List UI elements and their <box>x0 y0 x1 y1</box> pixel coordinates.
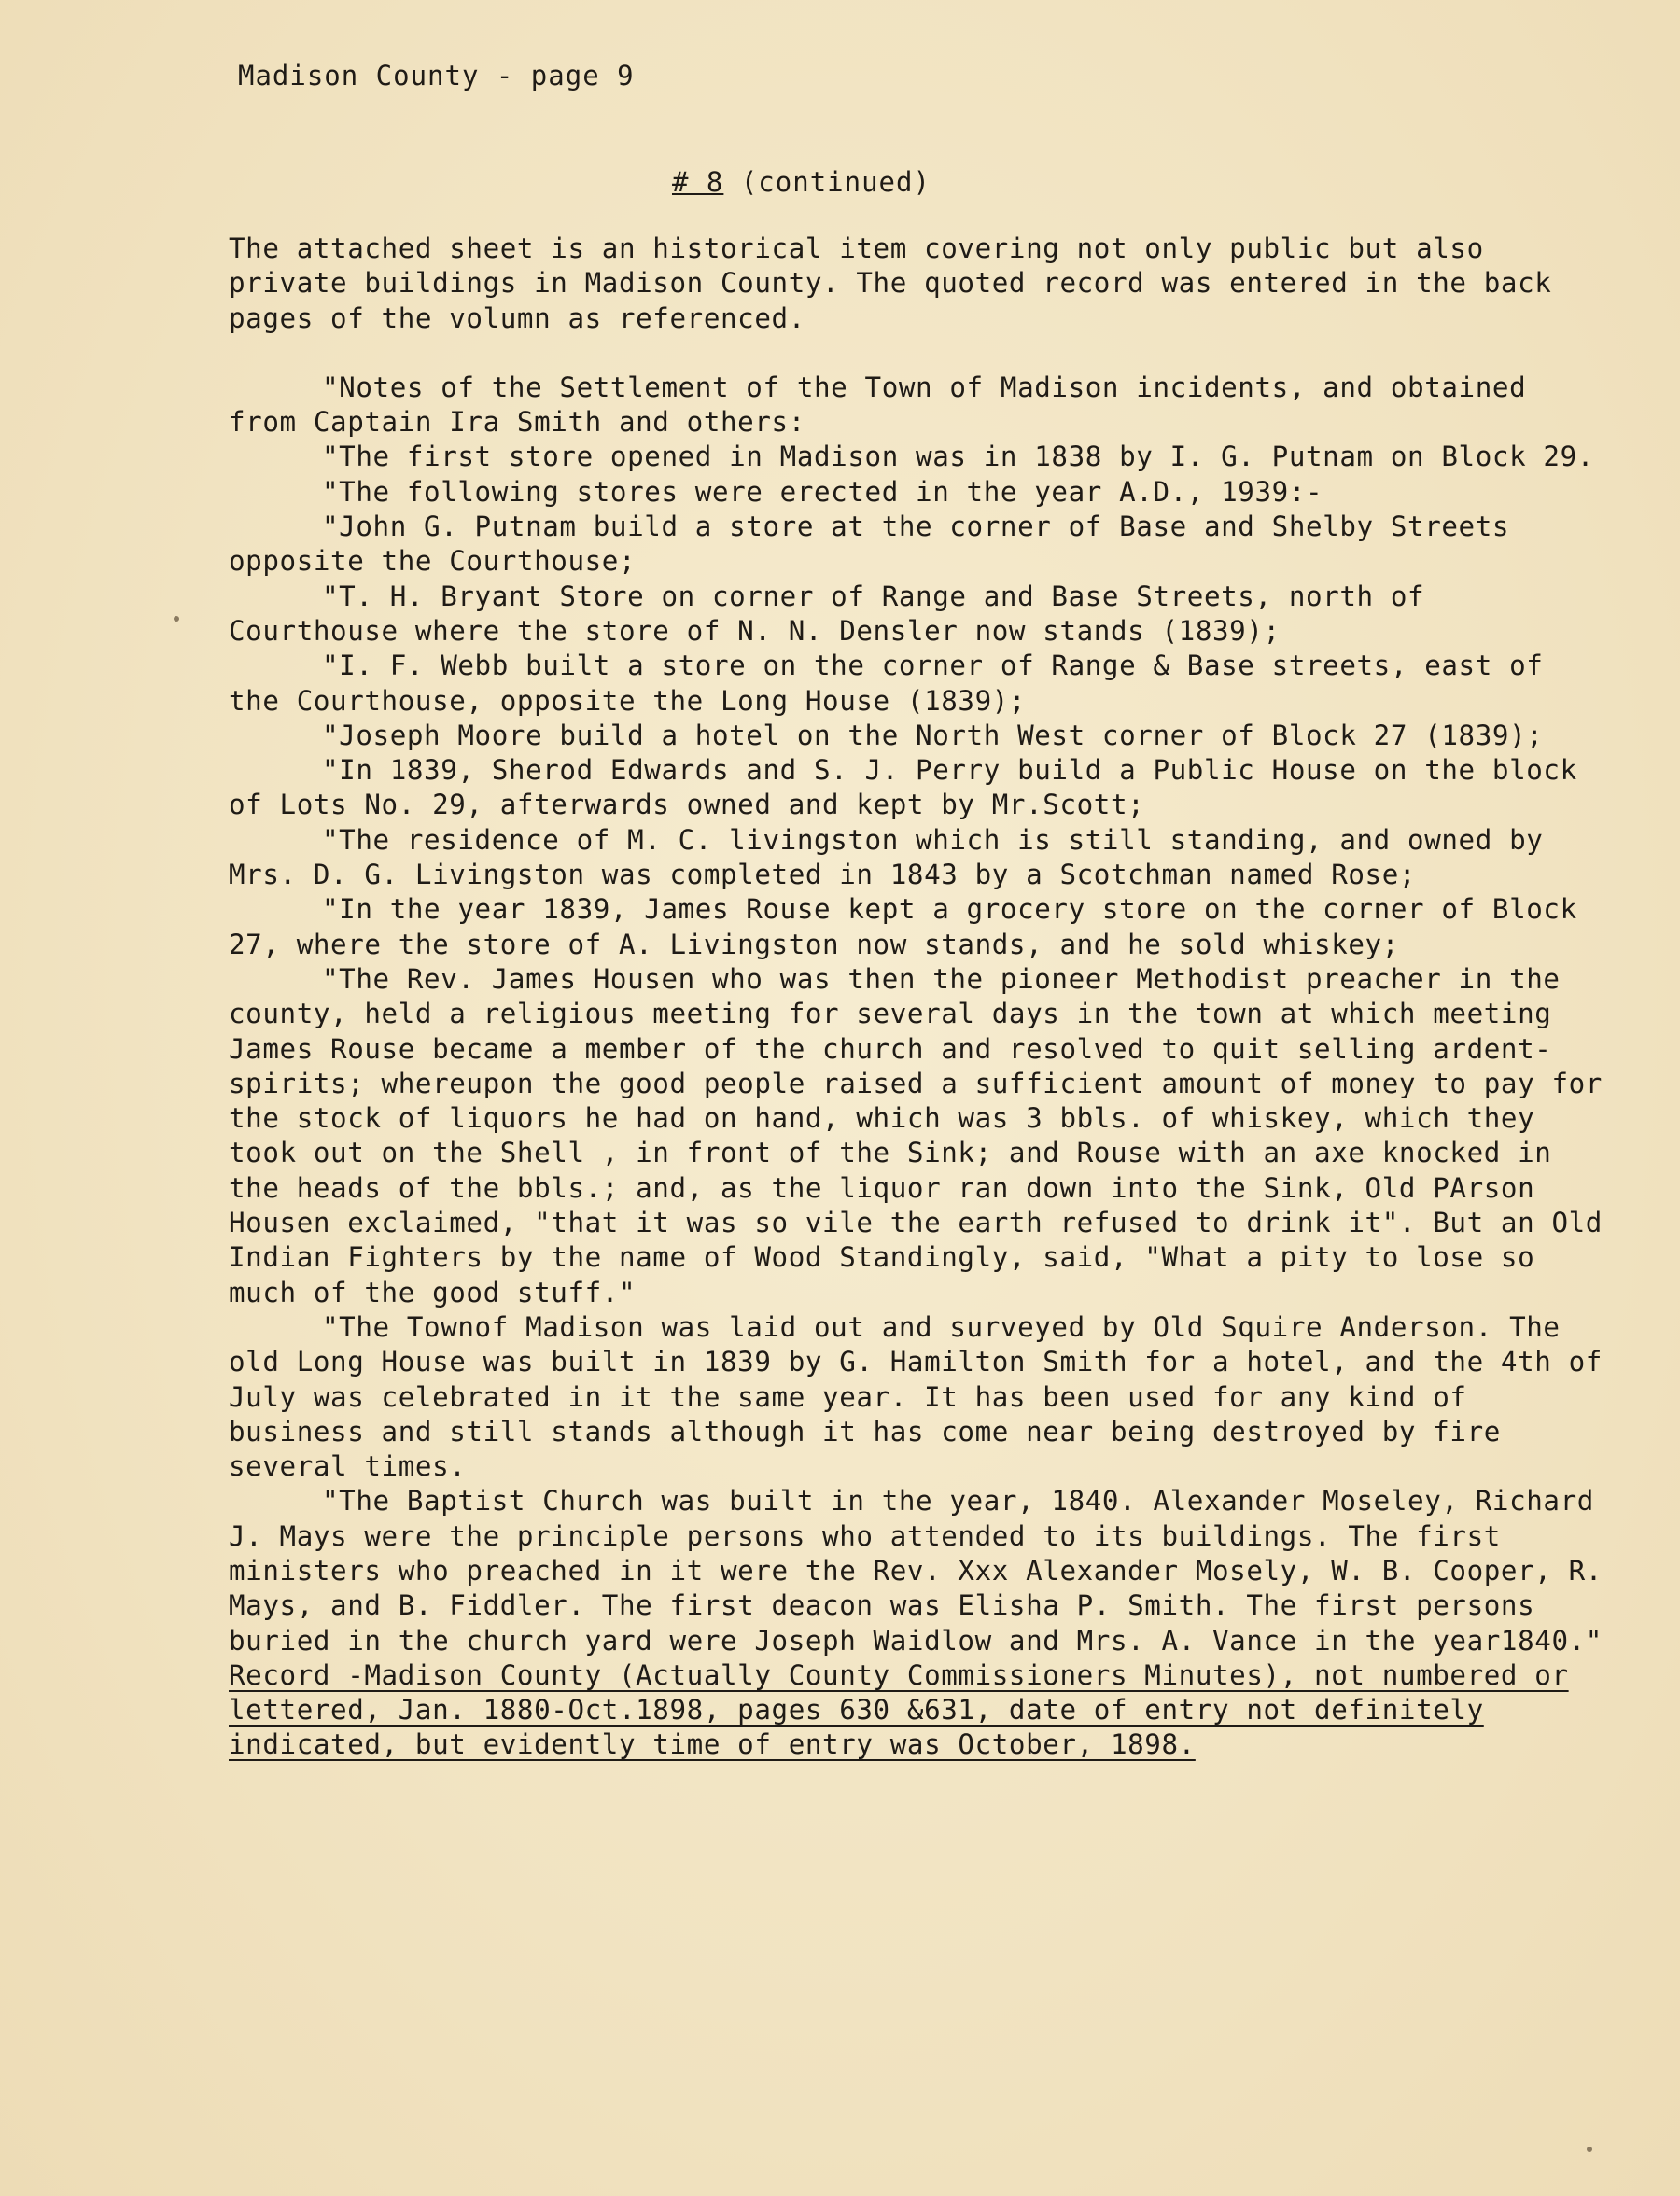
paragraph: "The Rev. James Housen who was then the pioneer Methodist preacher in the county, held a religious meeting for several days in the town at which meeting James Rouse became a member of the church and resolved to quit selling ardent-spirits; whereupon the good people raised a sufficient amount of money to pay for the stock of liquors he had on hand, which was 3 bbls. of whiskey, which they took out on the Shell , in front of the Sink; and Rouse with an axe knocked in the heads of the bbls.; and, as the liquor ran down into the Sink, Old PArson Housen exclaimed, "that it was so vile the earth refused to drink it". But an Old Indian Fighters by the name of Wood Standingly, said, "What a pity to lose so much of the good stuff." <box>229 962 1603 1308</box>
punch-mark <box>174 616 179 622</box>
paragraph: "Joseph Moore build a hotel on the North West corner of Block 27 (1839); <box>322 719 1544 751</box>
paragraph: "Notes of the Settlement of the Town of Madison incidents, and obtained from Captain Ira Smith and others: <box>229 371 1527 439</box>
paragraph: "The Townof Madison was laid out and surveyed by Old Squire Anderson. The old Long House was built in 1839 by G. Hamilton Smith for a hotel, and the 4th of July was celebrated in it the same year. It has been used for any kind of business and still stands although it has come near being destroyed by fire several times. <box>229 1310 1603 1483</box>
paragraph: "The residence of M. C. livingston which is still standing, and owned by Mrs. D. G. Livingston was completed in 1843 by a Scotchman named Rose; <box>229 823 1544 891</box>
paragraph: "John G. Putnam build a store at the corner of Base and Shelby Streets opposite the Courthouse; <box>229 511 1510 578</box>
paragraph: "The following stores were erected in the year A.D., 1939:- <box>322 475 1323 508</box>
punch-mark <box>1587 2147 1592 2152</box>
paragraph: "The Baptist Church was built in the year, 1840. Alexander Moseley, Richard J. Mays were the principle persons who attended to its buildings. The first ministers who preached in it were the Rev. Xxx Alexander Mosely, W. B. Cooper, R. Mays, and B. Fiddler. The first deacon was Elisha P. Smith. The first persons buried in the church yard were Joseph Waidlow and Mrs. A. Vance in the year1840." <box>229 1485 1603 1657</box>
intro-text: The attached sheet is an historical item covering not only public but also private buildings in Madison County. The quoted record was entered in the back pages of the volumn as referenced. <box>229 232 1552 334</box>
section-heading <box>672 166 931 198</box>
section-number: # 8 <box>672 166 724 198</box>
section-suffix: (continued) <box>723 166 931 198</box>
paragraph: "In 1839, Sherod Edwards and S. J. Perry build a Public House on the block of Lots No. 29, afterwards owned and kept by Mr.Scott; <box>229 754 1577 821</box>
page-header: Madison County - page 9 <box>238 60 635 91</box>
document-body <box>229 231 1610 1763</box>
intro-paragraph <box>229 231 1610 336</box>
source-citation: Record -Madison County (Actually County Commissioners Minutes), not numbered or lettered, Jan. 1880-Oct.1898, pages 630 &631, date of entry not definitely indicated, but evidently time of entry was October, 1898. <box>229 1658 1569 1761</box>
paragraph: "T. H. Bryant Store on corner of Range and Base Streets, north of Courthouse where the store of N. N. Densler now stands (1839); <box>229 580 1425 647</box>
paragraph: "The first store opened in Madison was in 1838 by I. G. Putnam on Block 29. <box>322 441 1594 473</box>
paragraph: "In the year 1839, James Rouse kept a grocery store on the corner of Block 27, where the store of A. Livingston now stands, and he sold whiskey; <box>229 893 1577 960</box>
paragraph: "I. F. Webb built a store on the corner of Range & Base streets, east of the Courthouse, opposite the Long House (1839); <box>229 650 1544 717</box>
